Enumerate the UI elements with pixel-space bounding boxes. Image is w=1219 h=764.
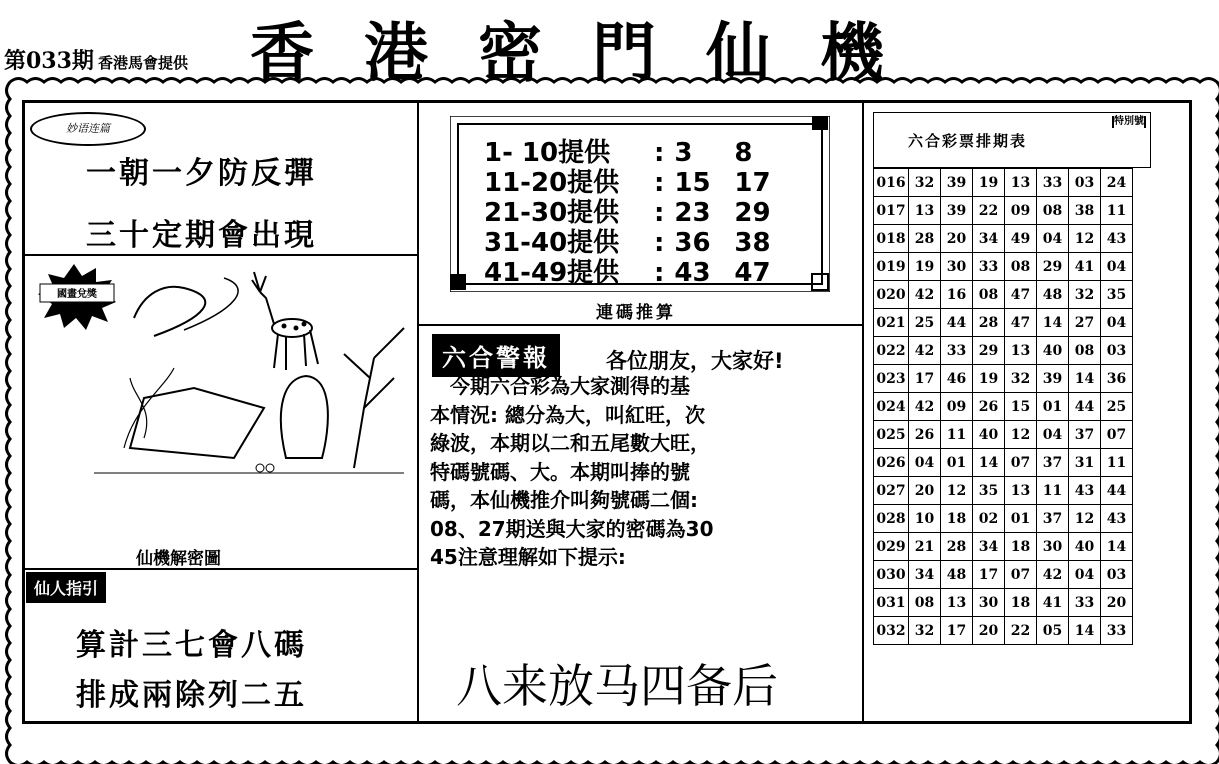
box-caption: 連碼推算 — [596, 303, 676, 323]
number-cell: 19 — [973, 169, 1005, 197]
burst-label: 國畫兌獎 — [57, 289, 97, 300]
table-row — [874, 337, 1133, 365]
number-cell: 33 — [1037, 169, 1069, 197]
number-cell: 13 — [1005, 169, 1037, 197]
number-cell: 22 — [973, 197, 1005, 225]
period-cell: 022 — [874, 337, 909, 365]
number-cell: 41 — [1037, 589, 1069, 617]
number-cell: 37 — [1037, 505, 1069, 533]
period-cell: 025 — [874, 421, 909, 449]
number-cell: 13 — [1005, 337, 1037, 365]
number-cell: 05 — [1037, 617, 1069, 645]
number-cell: 30 — [973, 589, 1005, 617]
number-cell: 02 — [973, 505, 1005, 533]
table-row — [874, 253, 1133, 281]
message-line: 綠波，本期以二和五尾數大旺， — [430, 431, 710, 455]
number-cell: 11 — [1101, 449, 1133, 477]
table-row — [874, 309, 1133, 337]
number-cell: 04 — [1069, 561, 1101, 589]
number-cell: 21 — [909, 533, 941, 561]
number-cell: 32 — [909, 169, 941, 197]
number-row: 41-49提供 : 43 47 — [484, 258, 771, 288]
number-cell: 26 — [909, 421, 941, 449]
verse2-line-2: 排成兩除列二五 — [76, 678, 307, 713]
number-cell: 28 — [941, 533, 973, 561]
number-cell: 36 — [1101, 365, 1133, 393]
number-cell: 39 — [1037, 365, 1069, 393]
number-cell: 32 — [909, 617, 941, 645]
number-cell: 11 — [1037, 477, 1069, 505]
message-body — [430, 372, 845, 572]
oval-badge: 妙语连篇 — [30, 112, 146, 146]
slogan: 八来放马四备后 — [456, 659, 778, 713]
message-line: 本情況: 總分為大，叫紅旺，次 — [430, 402, 705, 427]
message-line: 45注意理解如下提示: — [430, 545, 626, 569]
period-cell: 029 — [874, 533, 909, 561]
number-cell: 09 — [941, 393, 973, 421]
verse-line-2: 三十定期會出現 — [86, 218, 317, 253]
number-cell: 12 — [1069, 505, 1101, 533]
number-cell: 42 — [909, 393, 941, 421]
alert-tag: 六合警報 — [432, 334, 560, 377]
number-cell: 09 — [1005, 197, 1037, 225]
number-cell: 03 — [1069, 169, 1101, 197]
table-row — [874, 169, 1133, 197]
number-cell: 39 — [941, 197, 973, 225]
table-row — [874, 393, 1133, 421]
schedule-table — [873, 168, 1133, 645]
boulder-icon — [281, 376, 328, 458]
number-cell: 49 — [1005, 225, 1037, 253]
number-cell: 29 — [1037, 253, 1069, 281]
number-cell: 40 — [1037, 337, 1069, 365]
table-row — [874, 533, 1133, 561]
number-cell: 37 — [1069, 421, 1101, 449]
number-cell: 28 — [909, 225, 941, 253]
number-cell: 26 — [973, 393, 1005, 421]
number-cell: 14 — [1069, 617, 1101, 645]
number-cell: 32 — [1069, 281, 1101, 309]
number-cell: 35 — [1101, 281, 1133, 309]
number-cell: 44 — [1069, 393, 1101, 421]
issue-number — [4, 44, 188, 75]
table-row — [874, 449, 1133, 477]
number-cell: 16 — [941, 281, 973, 309]
number-cell: 18 — [1005, 533, 1037, 561]
number-cell: 12 — [1069, 225, 1101, 253]
number-cell: 35 — [973, 477, 1005, 505]
number-cell: 14 — [1101, 533, 1133, 561]
number-cell: 20 — [1101, 589, 1133, 617]
number-cell: 33 — [973, 253, 1005, 281]
number-cell: 31 — [1069, 449, 1101, 477]
number-cell: 11 — [941, 421, 973, 449]
guide-tag: 仙人指引 — [26, 572, 106, 603]
number-cell: 14 — [1069, 365, 1101, 393]
number-cell: 20 — [909, 477, 941, 505]
number-cell: 28 — [973, 309, 1005, 337]
number-cell: 07 — [1005, 561, 1037, 589]
period-cell: 016 — [874, 169, 909, 197]
table-row — [874, 505, 1133, 533]
number-cell: 03 — [1101, 561, 1133, 589]
number-cell: 04 — [1101, 309, 1133, 337]
period-cell: 019 — [874, 253, 909, 281]
number-row: 31-40提供 : 36 38 — [484, 228, 771, 258]
number-cell: 12 — [941, 477, 973, 505]
deer-icon — [252, 272, 318, 370]
period-cell: 027 — [874, 477, 909, 505]
table-row — [874, 365, 1133, 393]
divider-right — [862, 100, 864, 724]
number-cell: 43 — [1101, 225, 1133, 253]
table-row — [874, 617, 1133, 645]
number-cell: 46 — [941, 365, 973, 393]
number-cell: 04 — [1101, 253, 1133, 281]
number-box — [450, 116, 830, 292]
number-cell: 04 — [1037, 421, 1069, 449]
number-cell: 37 — [1037, 449, 1069, 477]
number-cell: 27 — [1069, 309, 1101, 337]
verse-line-1: 一朝一夕防反彈 — [86, 156, 317, 191]
number-cell: 34 — [973, 533, 1005, 561]
number-cell: 30 — [1037, 533, 1069, 561]
divider-middle — [418, 324, 862, 326]
number-cell: 07 — [1005, 449, 1037, 477]
number-cell: 11 — [1101, 197, 1133, 225]
table-row — [874, 561, 1133, 589]
number-cell: 33 — [1101, 617, 1133, 645]
number-cell: 13 — [941, 589, 973, 617]
number-cell: 20 — [941, 225, 973, 253]
table-row — [874, 589, 1133, 617]
number-cell: 33 — [941, 337, 973, 365]
period-cell: 020 — [874, 281, 909, 309]
issue-label: 第033期 — [4, 48, 94, 74]
number-cell: 01 — [1037, 393, 1069, 421]
message-line: 特碼號碼、大。本期叫捧的號 — [430, 459, 690, 484]
number-cell: 17 — [973, 561, 1005, 589]
table-row — [874, 421, 1133, 449]
number-cell: 04 — [1037, 225, 1069, 253]
number-cell: 08 — [1005, 253, 1037, 281]
period-cell: 031 — [874, 589, 909, 617]
number-cell: 25 — [1101, 393, 1133, 421]
period-cell: 030 — [874, 561, 909, 589]
period-cell: 032 — [874, 617, 909, 645]
number-cell: 10 — [909, 505, 941, 533]
number-cell: 43 — [1101, 505, 1133, 533]
number-cell: 40 — [1069, 533, 1101, 561]
table-row — [874, 197, 1133, 225]
number-cell: 08 — [909, 589, 941, 617]
number-cell: 43 — [1069, 477, 1101, 505]
number-cell: 48 — [1037, 281, 1069, 309]
number-cell: 32 — [1005, 365, 1037, 393]
number-row: 21-30提供 : 23 29 — [484, 198, 771, 228]
number-cell: 40 — [973, 421, 1005, 449]
number-cell: 18 — [941, 505, 973, 533]
period-cell: 017 — [874, 197, 909, 225]
period-cell: 021 — [874, 309, 909, 337]
number-cell: 34 — [909, 561, 941, 589]
number-cell: 24 — [1101, 169, 1133, 197]
message-line: 碼，本仙機推介叫夠號碼二個: — [430, 488, 698, 512]
number-cell: 39 — [941, 169, 973, 197]
table-row — [874, 281, 1133, 309]
page-title: 香港密門仙機 — [250, 17, 934, 91]
number-cell: 13 — [909, 197, 941, 225]
period-cell: 028 — [874, 505, 909, 533]
number-cell: 13 — [1005, 477, 1037, 505]
number-cell: 42 — [909, 281, 941, 309]
number-cell: 14 — [1037, 309, 1069, 337]
number-cell: 44 — [1101, 477, 1133, 505]
number-cell: 04 — [909, 449, 941, 477]
illustration — [34, 258, 412, 558]
number-cell: 47 — [1005, 309, 1037, 337]
special-label: 特別號 — [1114, 116, 1144, 127]
number-cell: 29 — [973, 337, 1005, 365]
number-cell: 17 — [909, 365, 941, 393]
stream-icon — [134, 287, 205, 336]
provider-label: 香港馬會提供 — [97, 54, 188, 72]
number-cell: 19 — [909, 253, 941, 281]
number-cell: 08 — [973, 281, 1005, 309]
table-title: 六合彩票排期表 — [908, 132, 1028, 150]
number-cell: 07 — [1101, 421, 1133, 449]
number-cell: 44 — [941, 309, 973, 337]
number-cell: 42 — [909, 337, 941, 365]
number-cell: 33 — [1069, 589, 1101, 617]
period-cell: 023 — [874, 365, 909, 393]
table-row — [874, 225, 1133, 253]
image-caption: 仙機解密圖 — [136, 549, 221, 569]
number-row: 11-20提供 : 15 17 — [484, 168, 771, 198]
message-line: 今期六合彩為大家測得的基 — [430, 374, 690, 398]
number-cell: 19 — [973, 365, 1005, 393]
message-line: 08、27期送與大家的密碼為30 — [430, 516, 714, 541]
number-cell: 48 — [941, 561, 973, 589]
divider-left-top — [22, 254, 418, 256]
number-cell: 47 — [1005, 281, 1037, 309]
number-cell: 22 — [1005, 617, 1037, 645]
number-cell: 08 — [1037, 197, 1069, 225]
tree-icon — [344, 328, 404, 468]
greeting: 各位朋友，大家好! — [606, 349, 784, 373]
number-cell: 30 — [941, 253, 973, 281]
table-row — [874, 477, 1133, 505]
period-cell: 026 — [874, 449, 909, 477]
number-cell: 18 — [1005, 589, 1037, 617]
number-cell: 15 — [1005, 393, 1037, 421]
period-cell: 018 — [874, 225, 909, 253]
number-cell: 17 — [941, 617, 973, 645]
number-cell: 41 — [1069, 253, 1101, 281]
number-cell: 08 — [1069, 337, 1101, 365]
number-cell: 03 — [1101, 337, 1133, 365]
number-cell: 14 — [973, 449, 1005, 477]
number-cell: 34 — [973, 225, 1005, 253]
divider-left — [417, 100, 419, 724]
number-cell: 20 — [973, 617, 1005, 645]
number-row: 1- 10提供 : 3 8 — [484, 138, 753, 168]
period-cell: 024 — [874, 393, 909, 421]
number-cell: 42 — [1037, 561, 1069, 589]
number-cell: 12 — [1005, 421, 1037, 449]
number-cell: 38 — [1069, 197, 1101, 225]
verse2-line-1: 算計三七會八碼 — [76, 628, 307, 663]
number-cell: 01 — [1005, 505, 1037, 533]
number-cell: 25 — [909, 309, 941, 337]
number-cell: 01 — [941, 449, 973, 477]
